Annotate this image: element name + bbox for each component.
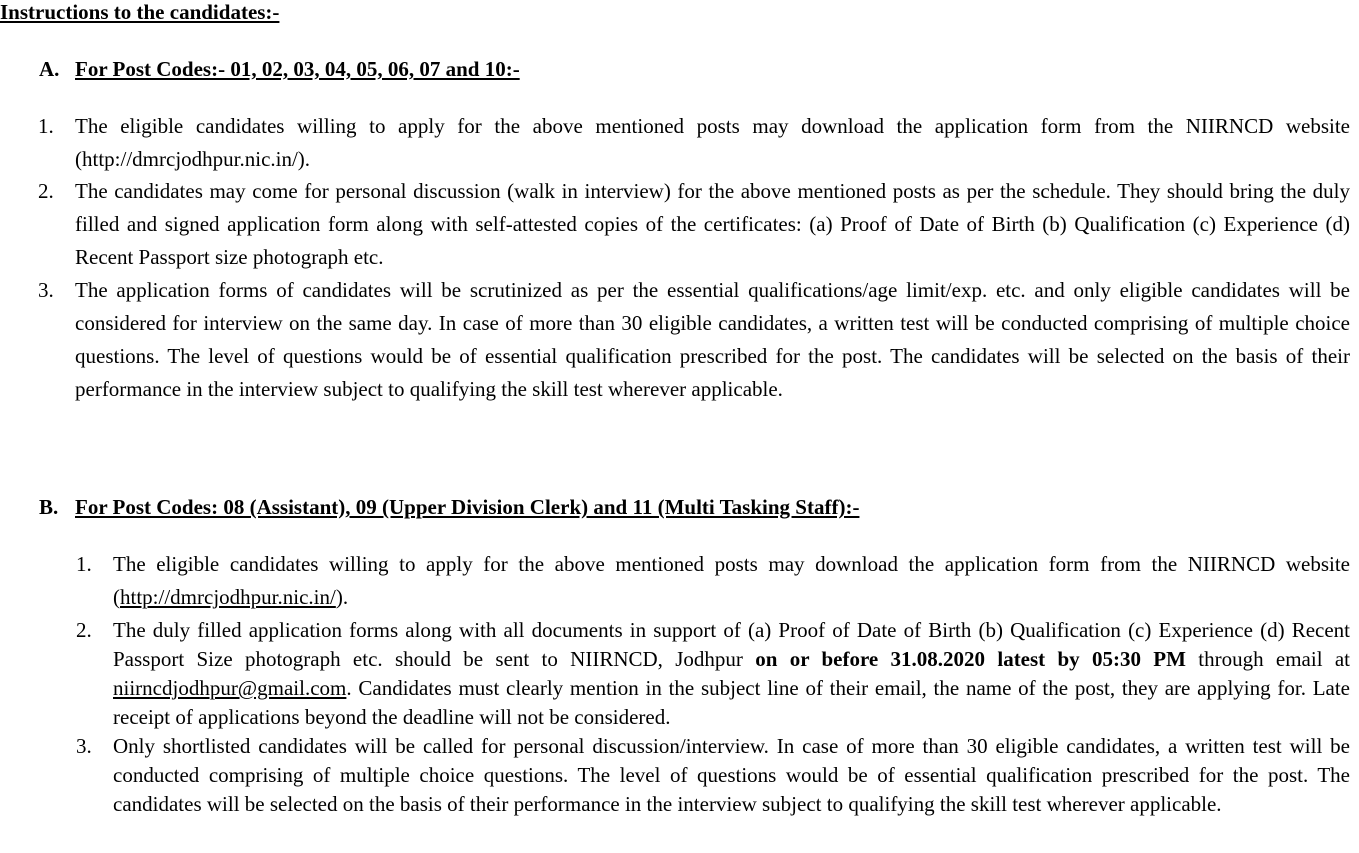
section-b-letter: B.: [39, 495, 59, 519]
section-a-heading-text: For Post Codes:- 01, 02, 03, 04, 05, 06, 07 and 10:-: [75, 57, 520, 81]
list-item-number: 3.: [38, 278, 54, 302]
section-b-item-2: [76, 616, 1351, 732]
item-text-end: ).: [335, 585, 349, 609]
section-a-item-1: [38, 110, 1350, 176]
item-text-start: The duly filled application forms along with all documents in support of (a) Proof of Date of Birth (b) Qualification (c) Experience (d) Recent Passport Size photograph etc. should be sent to NIIRNCD, Jodhpur: [113, 618, 1350, 671]
deadline-text: on or before 31.08.2020 latest by 05:30 PM: [755, 647, 1186, 671]
section-a-item-3: [38, 274, 1350, 406]
section-b-item-3: [76, 732, 1350, 819]
list-item-number: 3.: [76, 734, 92, 758]
item-text-start: The eligible candidates willing to apply for the above mentioned posts may download the application form from the NIIRNCD website (: [113, 552, 1350, 609]
list-item-number: 1.: [38, 114, 54, 138]
list-item-text: [113, 548, 1350, 614]
email-link[interactable]: niirncdjodhpur@gmail.com: [113, 676, 347, 700]
website-link[interactable]: http://dmrcjodhpur.nic.in/: [120, 585, 336, 609]
list-item-number: 1.: [76, 552, 92, 576]
item-text-end: . Candidates must clearly mention in the subject line of their email, the name of the post, they are applying for. Late receipt of applications beyond the deadline will not be considered.: [113, 676, 1350, 729]
list-item-text: [113, 616, 1350, 732]
section-b-heading: [39, 495, 859, 519]
list-item-text: Only shortlisted candidates will be called for personal discussion/interview. In case of more than 30 eligible candidates, a written test will be conducted comprising of multiple choice questions. The level of questions would be of essential qualification prescribed for the post. The candidates will be selected on the basis of their performance in the interview subject to qualifying the skill test wherever applicable.: [113, 734, 1350, 816]
section-a-item-2: [38, 175, 1350, 274]
list-item-text: The eligible candidates willing to apply for the above mentioned posts may download the application form from the NIIRNCD website (http://dmrcjodhpur.nic.in/).: [75, 114, 1350, 171]
section-a-letter: A.: [39, 57, 60, 81]
page-title: Instructions to the candidates:-: [0, 0, 280, 24]
section-b-item-1: [76, 548, 1350, 614]
list-item-number: 2.: [38, 179, 54, 203]
list-item-number: 2.: [76, 618, 92, 642]
list-item-text: The application forms of candidates will be scrutinized as per the essential qualifications/age limit/exp. etc. and only eligible candidates will be considered for interview on the same day. In case of more than 30 eligible candidates, a written test will be conducted comprising of multiple choice questions. The level of questions would be of essential qualification prescribed for the post. The candidates will be selected on the basis of their performance in the interview subject to qualifying the skill test wherever applicable.: [75, 278, 1350, 401]
list-item-text: The candidates may come for personal discussion (walk in interview) for the above mentioned posts as per the schedule. They should bring the duly filled and signed application form along with self-attested copies of the certificates: (a) Proof of Date of Birth (b) Qualification (c) Experience (d) Recent Passport size photograph etc.: [75, 179, 1350, 269]
section-a-heading: [39, 57, 520, 81]
section-b-heading-text: For Post Codes: 08 (Assistant), 09 (Upper Division Clerk) and 11 (Multi Tasking Staff):-: [75, 495, 860, 519]
item-text-middle: through email at: [1185, 647, 1351, 671]
